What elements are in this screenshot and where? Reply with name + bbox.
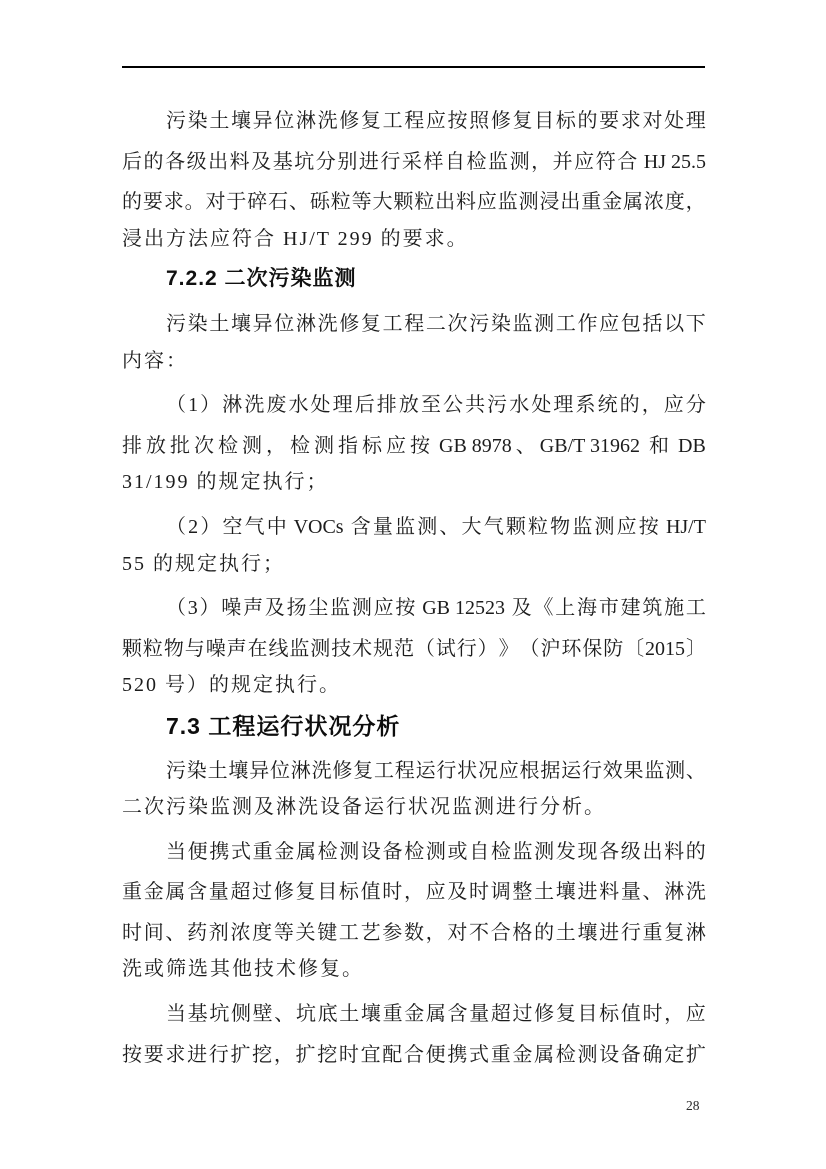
body-line: 重 金 属 含 量 超 过 修 复 目 标 值 时 ， 应 及 时 调 整 土 壤 进 料 量 、 淋 洗	[122, 881, 706, 904]
body-line: 污 染 土 壤 异 位 淋 洗 修 复 工 程 应 按 照 修 复 目 标 的 要 求 对 处 理	[166, 110, 706, 132]
body-line: 520 号）的规定执行。	[122, 674, 341, 697]
header-divider-rule	[122, 66, 705, 68]
body-line: 55 的规定执行；	[122, 552, 285, 575]
body-line: 的 要 求 。 对 于 碎 石 、 砾 粒 等 大 颗 粒 出 料 应 监 测 浸 出 重 金 属 浓 度 ，	[122, 191, 706, 214]
list-item-line: （ 3 ） 噪 声 及 扬 尘 监 测 应 按 GB 12523 及 《 上 海 市 建 筑 施 工	[166, 597, 706, 620]
body-line: 浸出方法应符合 HJ/T 299 的要求。	[122, 227, 469, 250]
body-line: 31/199 的规定执行；	[122, 471, 329, 494]
subsection-heading-7-2-2: 7.2.2 二次污染监测	[166, 267, 357, 291]
body-line: 排 放 批 次 检 测 ， 检 测 指 标 应 按 GB 8978 、 GB/T 31962 和 DB	[122, 434, 706, 457]
body-line: 二次污染监测及淋洗设备运行状况监测进行分析。	[122, 796, 606, 819]
body-line: 污 染 土 壤 异 位 淋 洗 修 复 工 程 二 次 污 染 监 测 工 作 应 包 括 以 下	[166, 312, 706, 335]
list-item-line: （ 2 ） 空 气 中 VOCs 含 量 监 测 、 大 气 颗 粒 物 监 测 应 按 HJ/T	[166, 515, 706, 538]
body-line: 后 的 各 级 出 料 及 基 坑 分 别 进 行 采 样 自 检 监 测 ， 并 应 符 合 HJ 25.5	[122, 150, 706, 173]
page-content	[122, 97, 706, 1071]
page-number: 28	[686, 1098, 700, 1113]
list-item-line: （ 1 ） 淋 洗 废 水 处 理 后 排 放 至 公 共 污 水 处 理 系 统 的 ， 应 分	[166, 394, 706, 417]
body-line: 按 要 求 进 行 扩 挖 ， 扩 挖 时 宜 配 合 便 携 式 重 金 属 检 测 设 备 确 定 扩	[122, 1043, 706, 1066]
body-line: 颗 粒 物 与 噪 声 在 线 监 测 技 术 规 范 （ 试 行 ） 》 （ 沪 环 保 防 〔 2015 〕	[122, 637, 706, 660]
body-line: 当 便 携 式 重 金 属 检 测 设 备 检 测 或 自 检 监 测 发 现 各 级 出 料 的	[166, 840, 706, 863]
body-line: 洗或筛选其他技术修复。	[122, 958, 364, 981]
body-line: 内容：	[122, 349, 188, 372]
body-line: 当 基 坑 侧 壁 、 坑 底 土 壤 重 金 属 含 量 超 过 修 复 目 标 值 时 ， 应	[166, 1003, 706, 1026]
section-heading-7-3: 7.3 工程运行状况分析	[166, 712, 401, 739]
body-line: 污 染 土 壤 异 位 淋 洗 修 复 工 程 运 行 状 况 应 根 据 运 行 效 果 监 测 、	[166, 759, 706, 782]
body-line: 时 间 、 药 剂 浓 度 等 关 键 工 艺 参 数 ， 对 不 合 格 的 土 壤 进 行 重 复 淋	[122, 921, 706, 944]
